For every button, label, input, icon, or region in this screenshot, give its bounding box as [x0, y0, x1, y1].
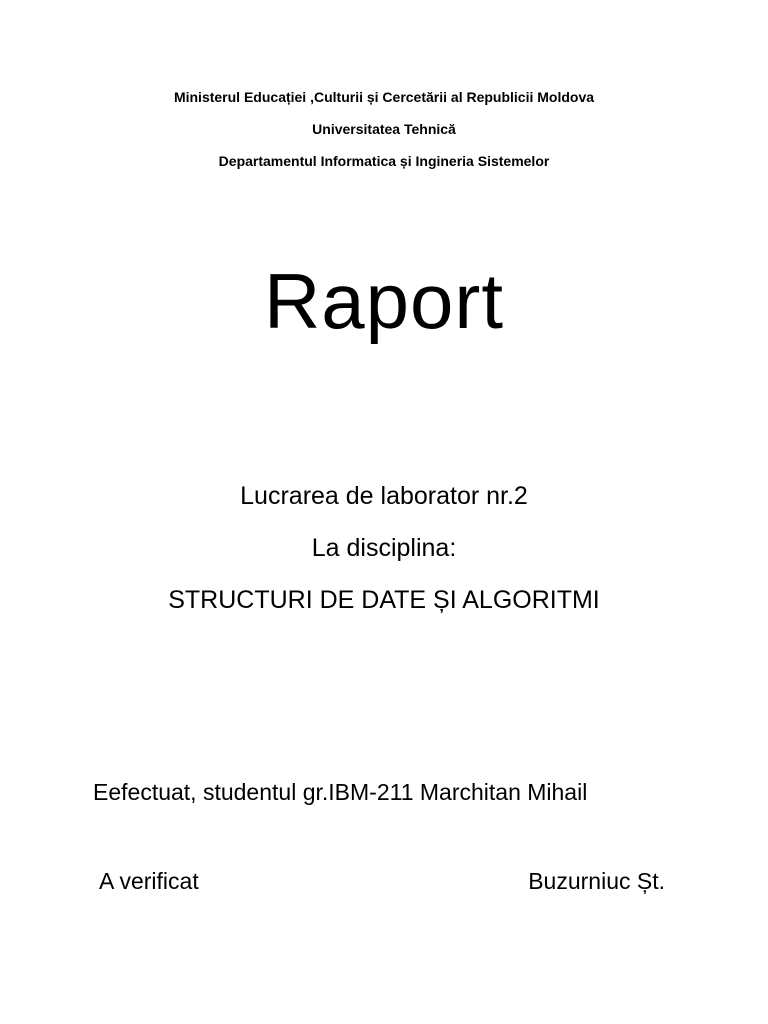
verified-label: A verificat [99, 868, 199, 894]
university-line: Universitatea Tehnică [312, 121, 456, 137]
ministry-line: Ministerul Educației ,Culturii și Cercetării al Republicii Moldova [173, 89, 595, 105]
lab-number-line: Lucrarea de laborator nr.2 [240, 482, 528, 510]
document-title: Raport [263, 257, 505, 345]
discipline-name: STRUCTURI DE DATE ȘI ALGORITMI [168, 586, 600, 614]
department-line: Departamentul Informatica și Ingineria Sistemelor [218, 153, 550, 169]
performed-by-line: Eefectuat, studentul gr.IBM-211 Marchitan Mihail [93, 779, 588, 805]
verifier-name: Buzurniuc Șt. [528, 868, 665, 894]
discipline-label: La disciplina: [311, 534, 457, 562]
